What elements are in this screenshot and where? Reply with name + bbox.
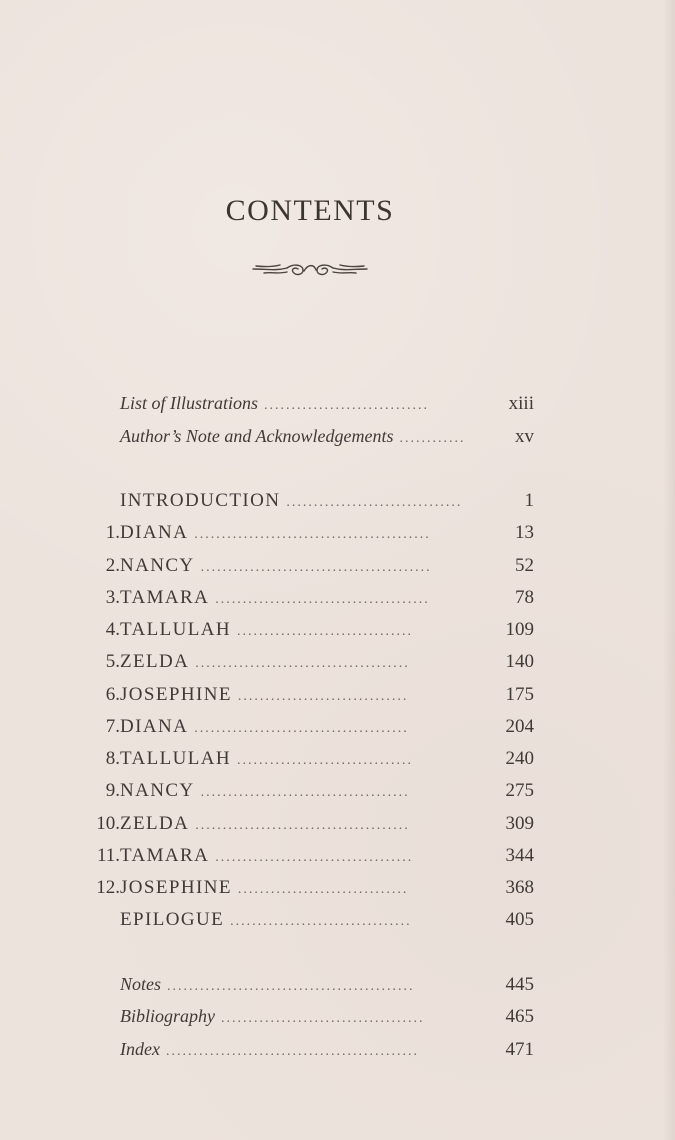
contents-entry — [80, 877, 534, 901]
entry-label: Notes — [120, 974, 162, 994]
leader-dots: ....................................... — [215, 592, 430, 607]
ornament-icon — [248, 256, 372, 282]
entry-label: List of Illustrations — [120, 393, 259, 413]
entry-number: 4. — [105, 619, 120, 640]
leader-dots: ............................... — [237, 882, 409, 897]
page-number: 13 — [515, 522, 534, 543]
page-number: 344 — [505, 845, 534, 866]
front-matter-row — [80, 393, 534, 417]
leader-dots: .................................... — [215, 850, 414, 865]
contents-entry — [80, 845, 534, 869]
entry-label: NANCY — [120, 555, 195, 576]
entry-number: 1. — [105, 522, 120, 543]
back-matter-row — [80, 974, 534, 998]
entry-number: 7. — [105, 716, 120, 737]
leader-dots: ........................................... — [194, 527, 431, 542]
leader-dots: ............................... — [237, 689, 409, 704]
entry-label: TAMARA — [120, 845, 210, 866]
entry-label: Author’s Note and Acknowledgements — [120, 426, 394, 446]
contents-entry — [80, 587, 534, 611]
contents-entry — [80, 748, 534, 772]
leader-dots: .............................. — [264, 398, 430, 413]
page-number: 405 — [505, 909, 534, 930]
contents-entry — [80, 651, 534, 675]
page-number: 309 — [505, 813, 534, 834]
page-number: 140 — [505, 651, 534, 672]
contents-entry — [80, 716, 534, 740]
entry-label: TAMARA — [120, 587, 210, 608]
entry-label: DIANA — [120, 716, 189, 737]
contents-entry — [80, 522, 534, 546]
page-number: 465 — [505, 1006, 534, 1027]
page-number: xv — [515, 426, 534, 447]
front-matter-row — [80, 426, 534, 450]
entry-label: INTRODUCTION — [120, 490, 281, 511]
entry-label: Bibliography — [120, 1006, 215, 1026]
back-matter-row — [80, 1039, 534, 1063]
contents-entry — [80, 684, 534, 708]
entry-label: TALLULAH — [120, 748, 231, 769]
page-number: 368 — [505, 877, 534, 898]
contents-entry — [80, 619, 534, 643]
entry-label: EPILOGUE — [120, 909, 225, 930]
leader-dots: ............ — [399, 431, 466, 446]
leader-dots: ................................ — [286, 495, 463, 510]
page-number: 275 — [505, 780, 534, 801]
entry-number: 12. — [96, 877, 120, 898]
entry-label: DIANA — [120, 522, 189, 543]
leader-dots: ................................ — [237, 624, 413, 639]
page-number: 52 — [515, 555, 534, 576]
contents-entry — [80, 490, 534, 514]
entry-number: 3. — [105, 587, 120, 608]
entry-label: ZELDA — [120, 813, 190, 834]
page-number: 109 — [505, 619, 534, 640]
entry-number: 2. — [105, 555, 120, 576]
page-number: 204 — [505, 716, 534, 737]
contents-entry — [80, 555, 534, 579]
entry-label: JOSEPHINE — [120, 877, 232, 898]
entry-number: 11. — [96, 845, 120, 866]
back-matter-row — [80, 1006, 534, 1030]
leader-dots: ...................................... — [200, 785, 410, 800]
page-number: 471 — [505, 1039, 534, 1060]
leader-dots: ....................................... — [195, 656, 410, 671]
entry-number: 6. — [105, 684, 120, 705]
page-number: 175 — [505, 684, 534, 705]
page-number: 445 — [505, 974, 534, 995]
page-number: 240 — [505, 748, 534, 769]
leader-dots: ....................................... — [195, 818, 410, 833]
contents-entry — [80, 909, 534, 933]
entry-label: Index — [120, 1039, 160, 1059]
entry-number: 10. — [96, 813, 120, 834]
entry-label: ZELDA — [120, 651, 190, 672]
entry-number: 9. — [105, 780, 120, 801]
page-edge-shadow — [663, 0, 675, 1140]
entry-label: TALLULAH — [120, 619, 231, 640]
page-number: 78 — [515, 587, 534, 608]
entry-label: JOSEPHINE — [120, 684, 232, 705]
leader-dots: ............................................. — [167, 979, 415, 994]
entry-number: 5. — [105, 651, 120, 672]
leader-dots: ....................................... — [194, 721, 409, 736]
leader-dots: ................................ — [237, 753, 413, 768]
page-number: xiii — [508, 393, 534, 414]
leader-dots: ..................................... — [221, 1011, 425, 1026]
leader-dots: .............................................. — [165, 1044, 419, 1059]
contents-entry — [80, 780, 534, 804]
leader-dots: .......................................... — [200, 560, 432, 575]
entry-label: NANCY — [120, 780, 195, 801]
leader-dots: ................................. — [230, 914, 412, 929]
page-number: 1 — [524, 490, 534, 511]
page-title: CONTENTS — [225, 194, 395, 227]
entry-number: 8. — [105, 748, 120, 769]
contents-entry — [80, 813, 534, 837]
